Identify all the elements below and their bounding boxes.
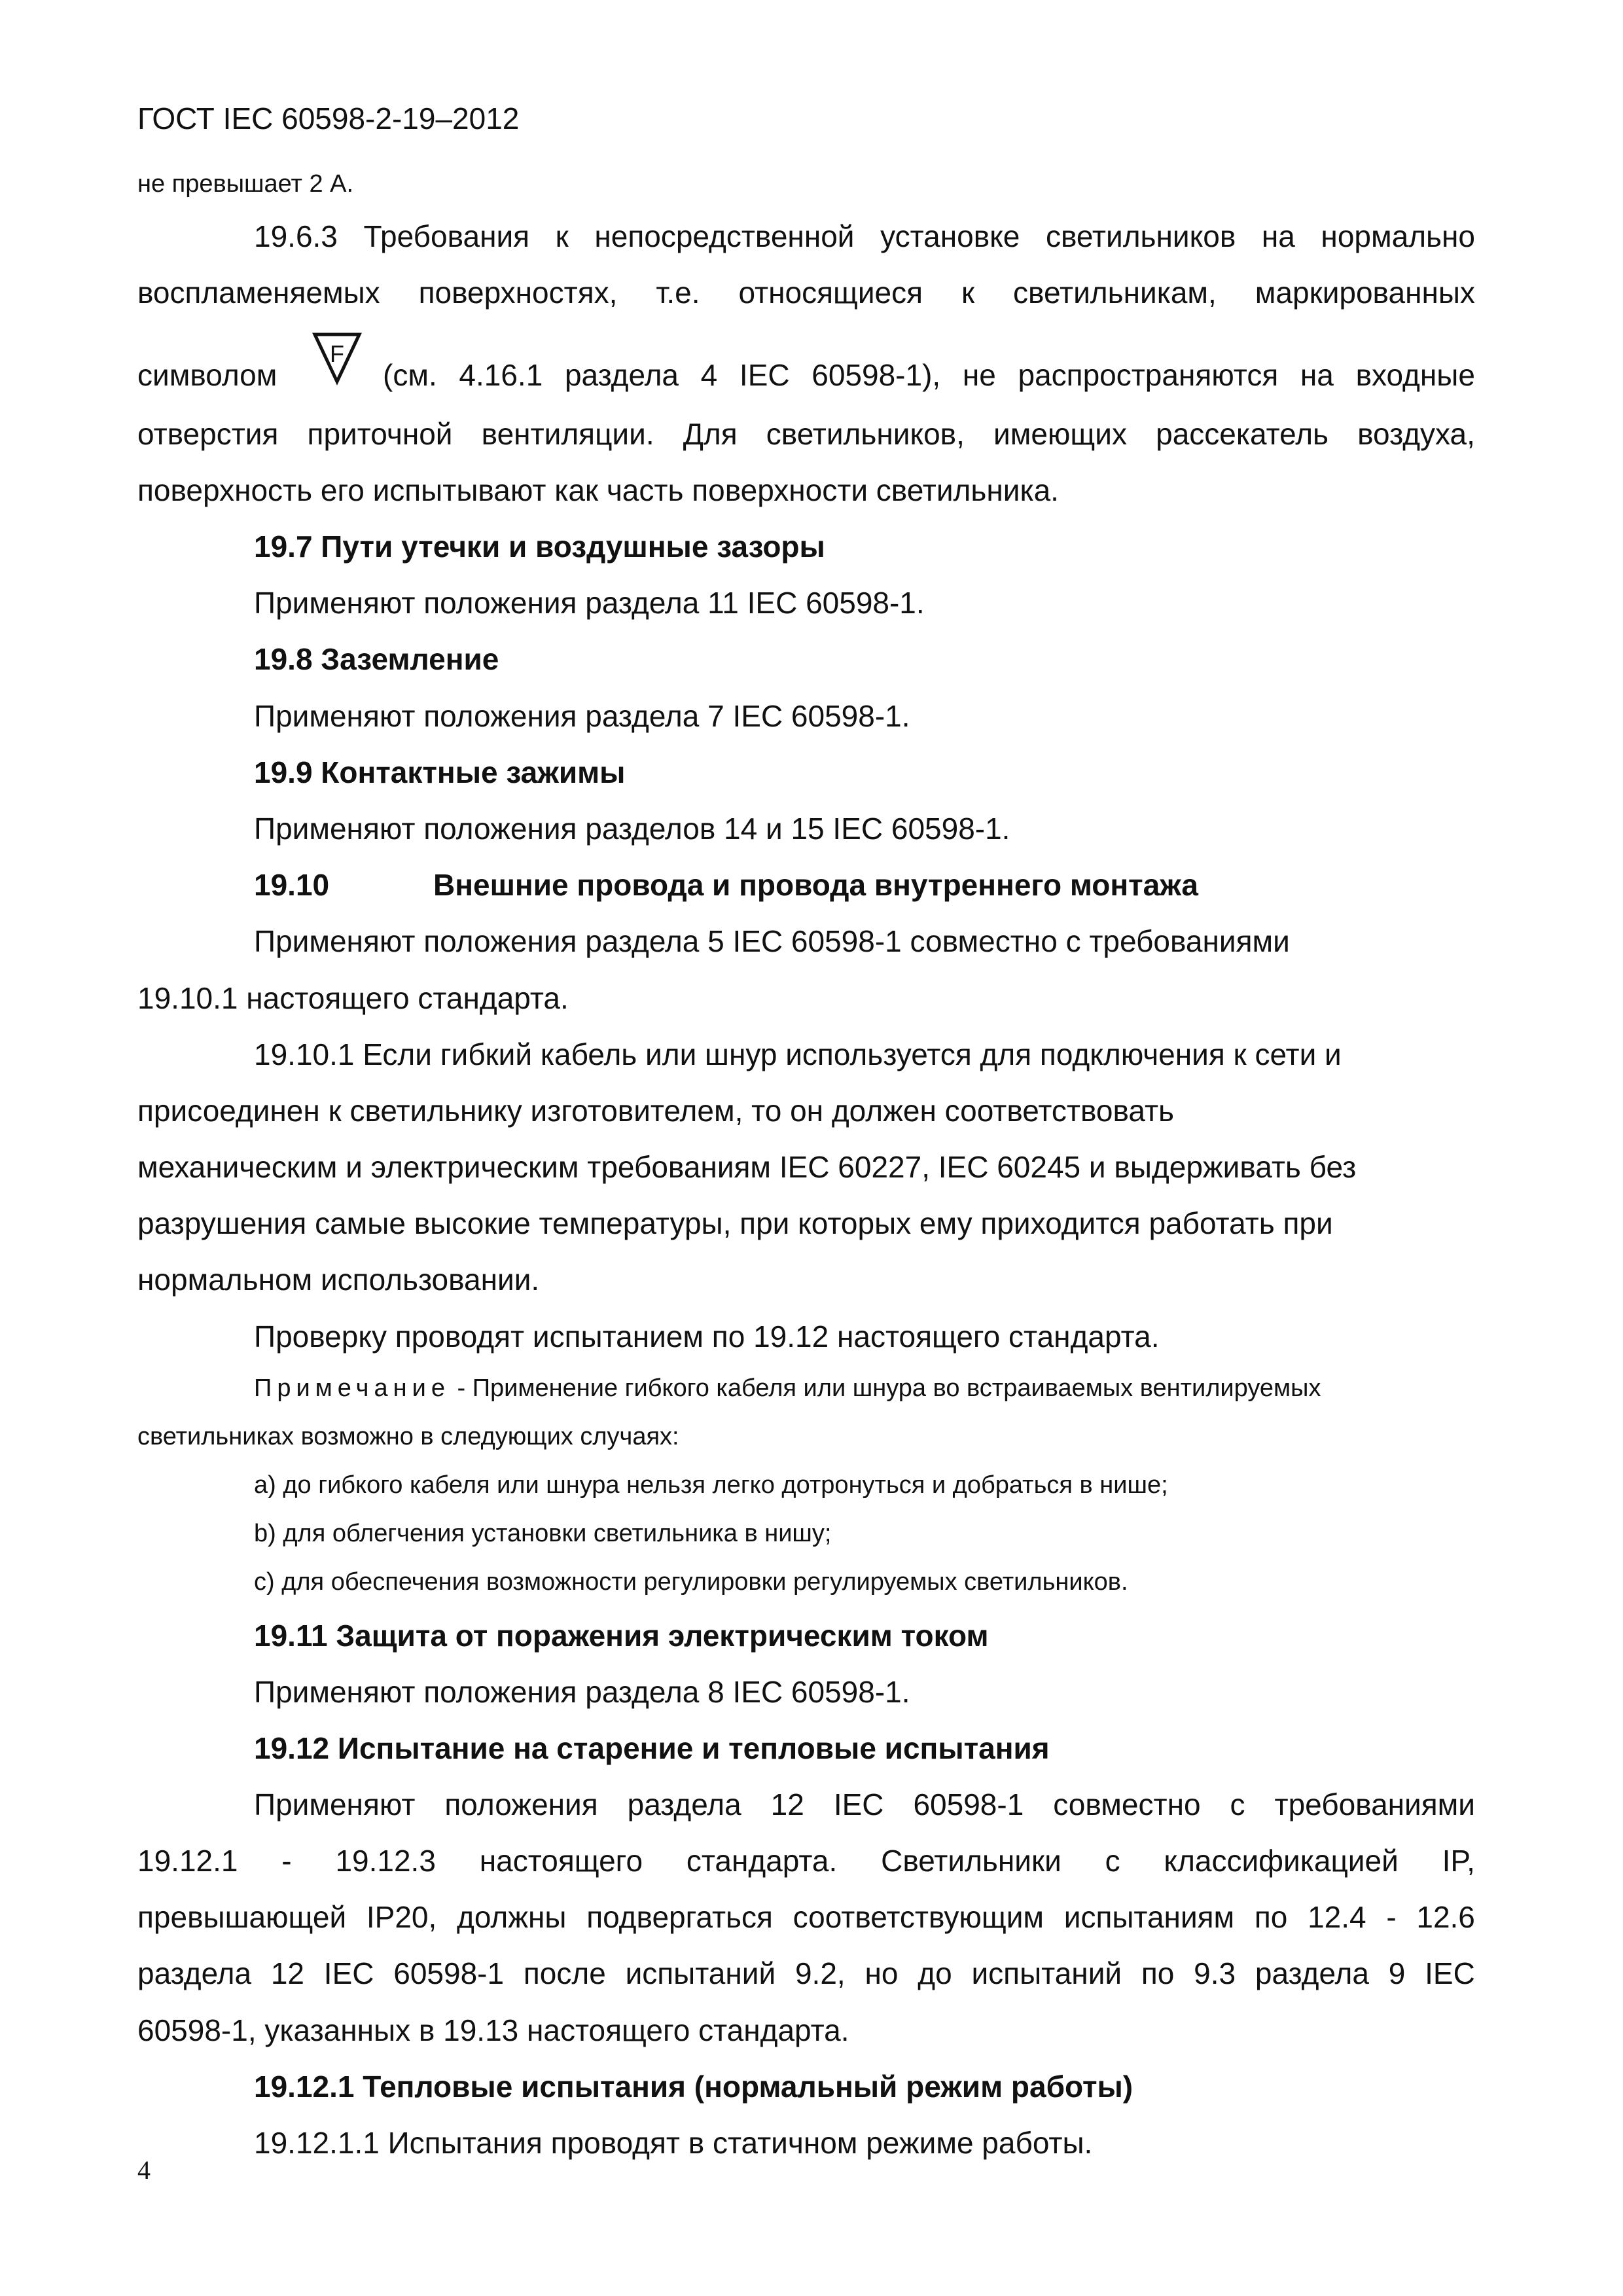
word: светильников: [1045, 219, 1236, 253]
heading-19-10-number: 19.10: [254, 868, 330, 902]
word: превышающей: [137, 1900, 347, 1934]
word: но: [865, 1956, 899, 1990]
word: на: [1261, 219, 1295, 253]
word: 60598-1: [913, 1787, 1024, 1821]
word: 60598-1: [393, 1956, 505, 1990]
word: отверстия: [137, 417, 279, 451]
word: не: [962, 358, 996, 392]
word: 60598-1),: [812, 358, 941, 392]
text-19-12-line-5: 60598-1, указанных в 19.13 настоящего стандарта.: [137, 2013, 849, 2047]
word: IP,: [1442, 1844, 1475, 1878]
text-19-12-line-2: [137, 1846, 1475, 1876]
text-19-7: Применяют положения раздела 11 IEC 60598-1.: [254, 586, 925, 620]
word: до: [918, 1956, 952, 1990]
word: 19.6.3: [254, 219, 338, 253]
flammable-surface-symbol-icon: [311, 331, 363, 389]
word: испытаниям: [1063, 1900, 1235, 1934]
word: требованиями: [1274, 1787, 1475, 1821]
document-header: ГОСТ IEC 60598-2-19–2012: [137, 101, 520, 135]
note-text: - Применение гибкого кабеля или шнура во встраиваемых вентилируемых: [450, 1374, 1321, 1402]
word: рассекатель: [1156, 417, 1329, 451]
word: 9.3: [1194, 1956, 1236, 1990]
text-19-11: Применяют положения раздела 8 IEC 60598-1.: [254, 1675, 910, 1709]
paragraph-19-10-1-line-5: нормальном использовании.: [137, 1263, 540, 1297]
word: IEC: [323, 1956, 374, 1990]
word: IEC: [739, 358, 790, 392]
text-19-12-line-4: [137, 1958, 1475, 1988]
word: по: [1141, 1956, 1175, 1990]
word: испытаний: [971, 1956, 1122, 1990]
text-19-10-line-1: Применяют положения раздела 5 IEC 60598-1 совместно с требованиями: [254, 924, 1290, 958]
word: IEC: [1425, 1956, 1475, 1990]
word: светильников,: [766, 417, 965, 451]
word: т.е.: [656, 276, 700, 310]
word: стандарта.: [686, 1844, 838, 1878]
word: входные: [1355, 358, 1475, 392]
word: 19.12.3: [335, 1844, 436, 1878]
word: раздела: [564, 358, 679, 392]
word: имеющих: [993, 417, 1127, 451]
text-19-12-line-3: [137, 1902, 1475, 1932]
note-item-a: a) до гибкого кабеля или шнура нельзя легко дотронуться и добраться в нише;: [254, 1471, 1168, 1499]
word: соответствующим: [793, 1900, 1044, 1934]
paragraph-19-10-1-line-2: присоединен к светильнику изготовителем, то он должен соответствовать: [137, 1094, 1174, 1128]
word: 4: [700, 358, 718, 392]
paragraph-19-6-3-line-3-prefix: символом: [137, 358, 277, 392]
word: к: [555, 219, 569, 253]
word: 12.4: [1308, 1900, 1366, 1934]
word: относящиеся: [738, 276, 923, 310]
heading-19-10-title: Внешние провода и провода внутреннего монтажа: [433, 868, 1199, 902]
word: 12: [270, 1956, 305, 1990]
note-label: Примечание: [254, 1374, 450, 1402]
text-19-9: Применяют положения разделов 14 и 15 IEC 60598-1.: [254, 812, 1010, 846]
word: должны: [457, 1900, 567, 1934]
word: нормально: [1321, 219, 1475, 253]
heading-19-11: 19.11 Защита от поражения электрическим током: [254, 1619, 989, 1653]
word: IEC: [833, 1787, 884, 1821]
word: маркированных: [1255, 276, 1475, 310]
note-item-b: b) для облегчения установки светильника в нишу;: [254, 1520, 832, 1547]
word: 9: [1388, 1956, 1406, 1990]
word: совместно: [1053, 1787, 1201, 1821]
text-19-8: Применяют положения раздела 7 IEC 60598-1.: [254, 699, 910, 733]
word: 19.12.1: [137, 1844, 238, 1878]
word: приточной: [307, 417, 453, 451]
page-number: 4: [137, 2155, 151, 2185]
word: поверхностях,: [418, 276, 618, 310]
word: настоящего: [479, 1844, 643, 1878]
word: -: [281, 1844, 292, 1878]
word: 4.16.1: [459, 358, 543, 392]
check-text: Проверку проводят испытанием по 19.12 настоящего стандарта.: [254, 1319, 1160, 1354]
note-line-2: светильниках возможно в следующих случаях:: [137, 1423, 679, 1450]
symbol-letter: F: [330, 340, 344, 367]
heading-19-8: 19.8 Заземление: [254, 642, 499, 676]
word: после: [523, 1956, 606, 1990]
word: положения: [444, 1787, 598, 1821]
word: непосредственной: [594, 219, 855, 253]
word: классификацией: [1164, 1844, 1399, 1878]
word: на: [1300, 358, 1334, 392]
heading-19-7: 19.7 Пути утечки и воздушные зазоры: [254, 529, 825, 564]
word: Требования: [363, 219, 530, 253]
paragraph-19-6-3-line-1: [254, 221, 1475, 251]
word: 12.6: [1416, 1900, 1475, 1934]
word: к: [961, 276, 975, 310]
word: подвергаться: [586, 1900, 773, 1934]
word: с: [1105, 1844, 1120, 1878]
word: Светильники: [881, 1844, 1061, 1878]
word: по: [1254, 1900, 1288, 1934]
word: установке: [880, 219, 1020, 253]
text-19-10-line-2: 19.10.1 настоящего стандарта.: [137, 981, 569, 1015]
word: светильникам,: [1013, 276, 1217, 310]
word: Применяют: [254, 1787, 416, 1821]
word: вентиляции.: [481, 417, 654, 451]
paragraph-19-10-1-line-3: механическим и электрическим требованиям IEC 60227, IEC 60245 и выдерживать без: [137, 1150, 1357, 1184]
paragraph-19-10-1-line-4: разрушения самые высокие температуры, при которых ему приходится работать при: [137, 1206, 1333, 1240]
note-line-1: [254, 1376, 1321, 1401]
paragraph-19-6-3-line-3: [383, 360, 1475, 390]
text-19-12-line-1: [254, 1789, 1475, 1820]
paragraph-19-6-3-line-5: поверхность его испытывают как часть поверхности светильника.: [137, 473, 1059, 507]
word: с: [1230, 1787, 1245, 1821]
word: распространяются: [1018, 358, 1279, 392]
paragraph-19-6-3-line-2: [137, 278, 1475, 308]
text-19-12-1-1: 19.12.1.1 Испытания проводят в статичном режиме работы.: [254, 2126, 1093, 2160]
paragraph-19-6-3-line-4: [137, 419, 1475, 449]
word: IP20,: [366, 1900, 437, 1934]
paragraph-19-10-1-line-1: 19.10.1 Если гибкий кабель или шнур используется для подключения к сети и: [254, 1037, 1342, 1071]
word: (см.: [383, 358, 437, 392]
heading-19-12: 19.12 Испытание на старение и тепловые испытания: [254, 1731, 1050, 1765]
word: Для: [683, 417, 738, 451]
word: раздела: [627, 1787, 741, 1821]
word: -: [1386, 1900, 1397, 1934]
word: раздела: [1255, 1956, 1369, 1990]
heading-19-9: 19.9 Контактные зажимы: [254, 755, 626, 789]
word: воспламеняемых: [137, 276, 380, 310]
note-item-c: c) для обеспечения возможности регулировки регулируемых светильников.: [254, 1568, 1128, 1596]
word: 12: [770, 1787, 804, 1821]
word: раздела: [137, 1956, 252, 1990]
word: воздуха,: [1357, 417, 1475, 451]
word: испытаний: [625, 1956, 776, 1990]
text-line: не превышает 2 А.: [137, 170, 354, 198]
word: 9.2,: [794, 1956, 846, 1990]
heading-19-12-1: 19.12.1 Тепловые испытания (нормальный режим работы): [254, 2070, 1133, 2104]
